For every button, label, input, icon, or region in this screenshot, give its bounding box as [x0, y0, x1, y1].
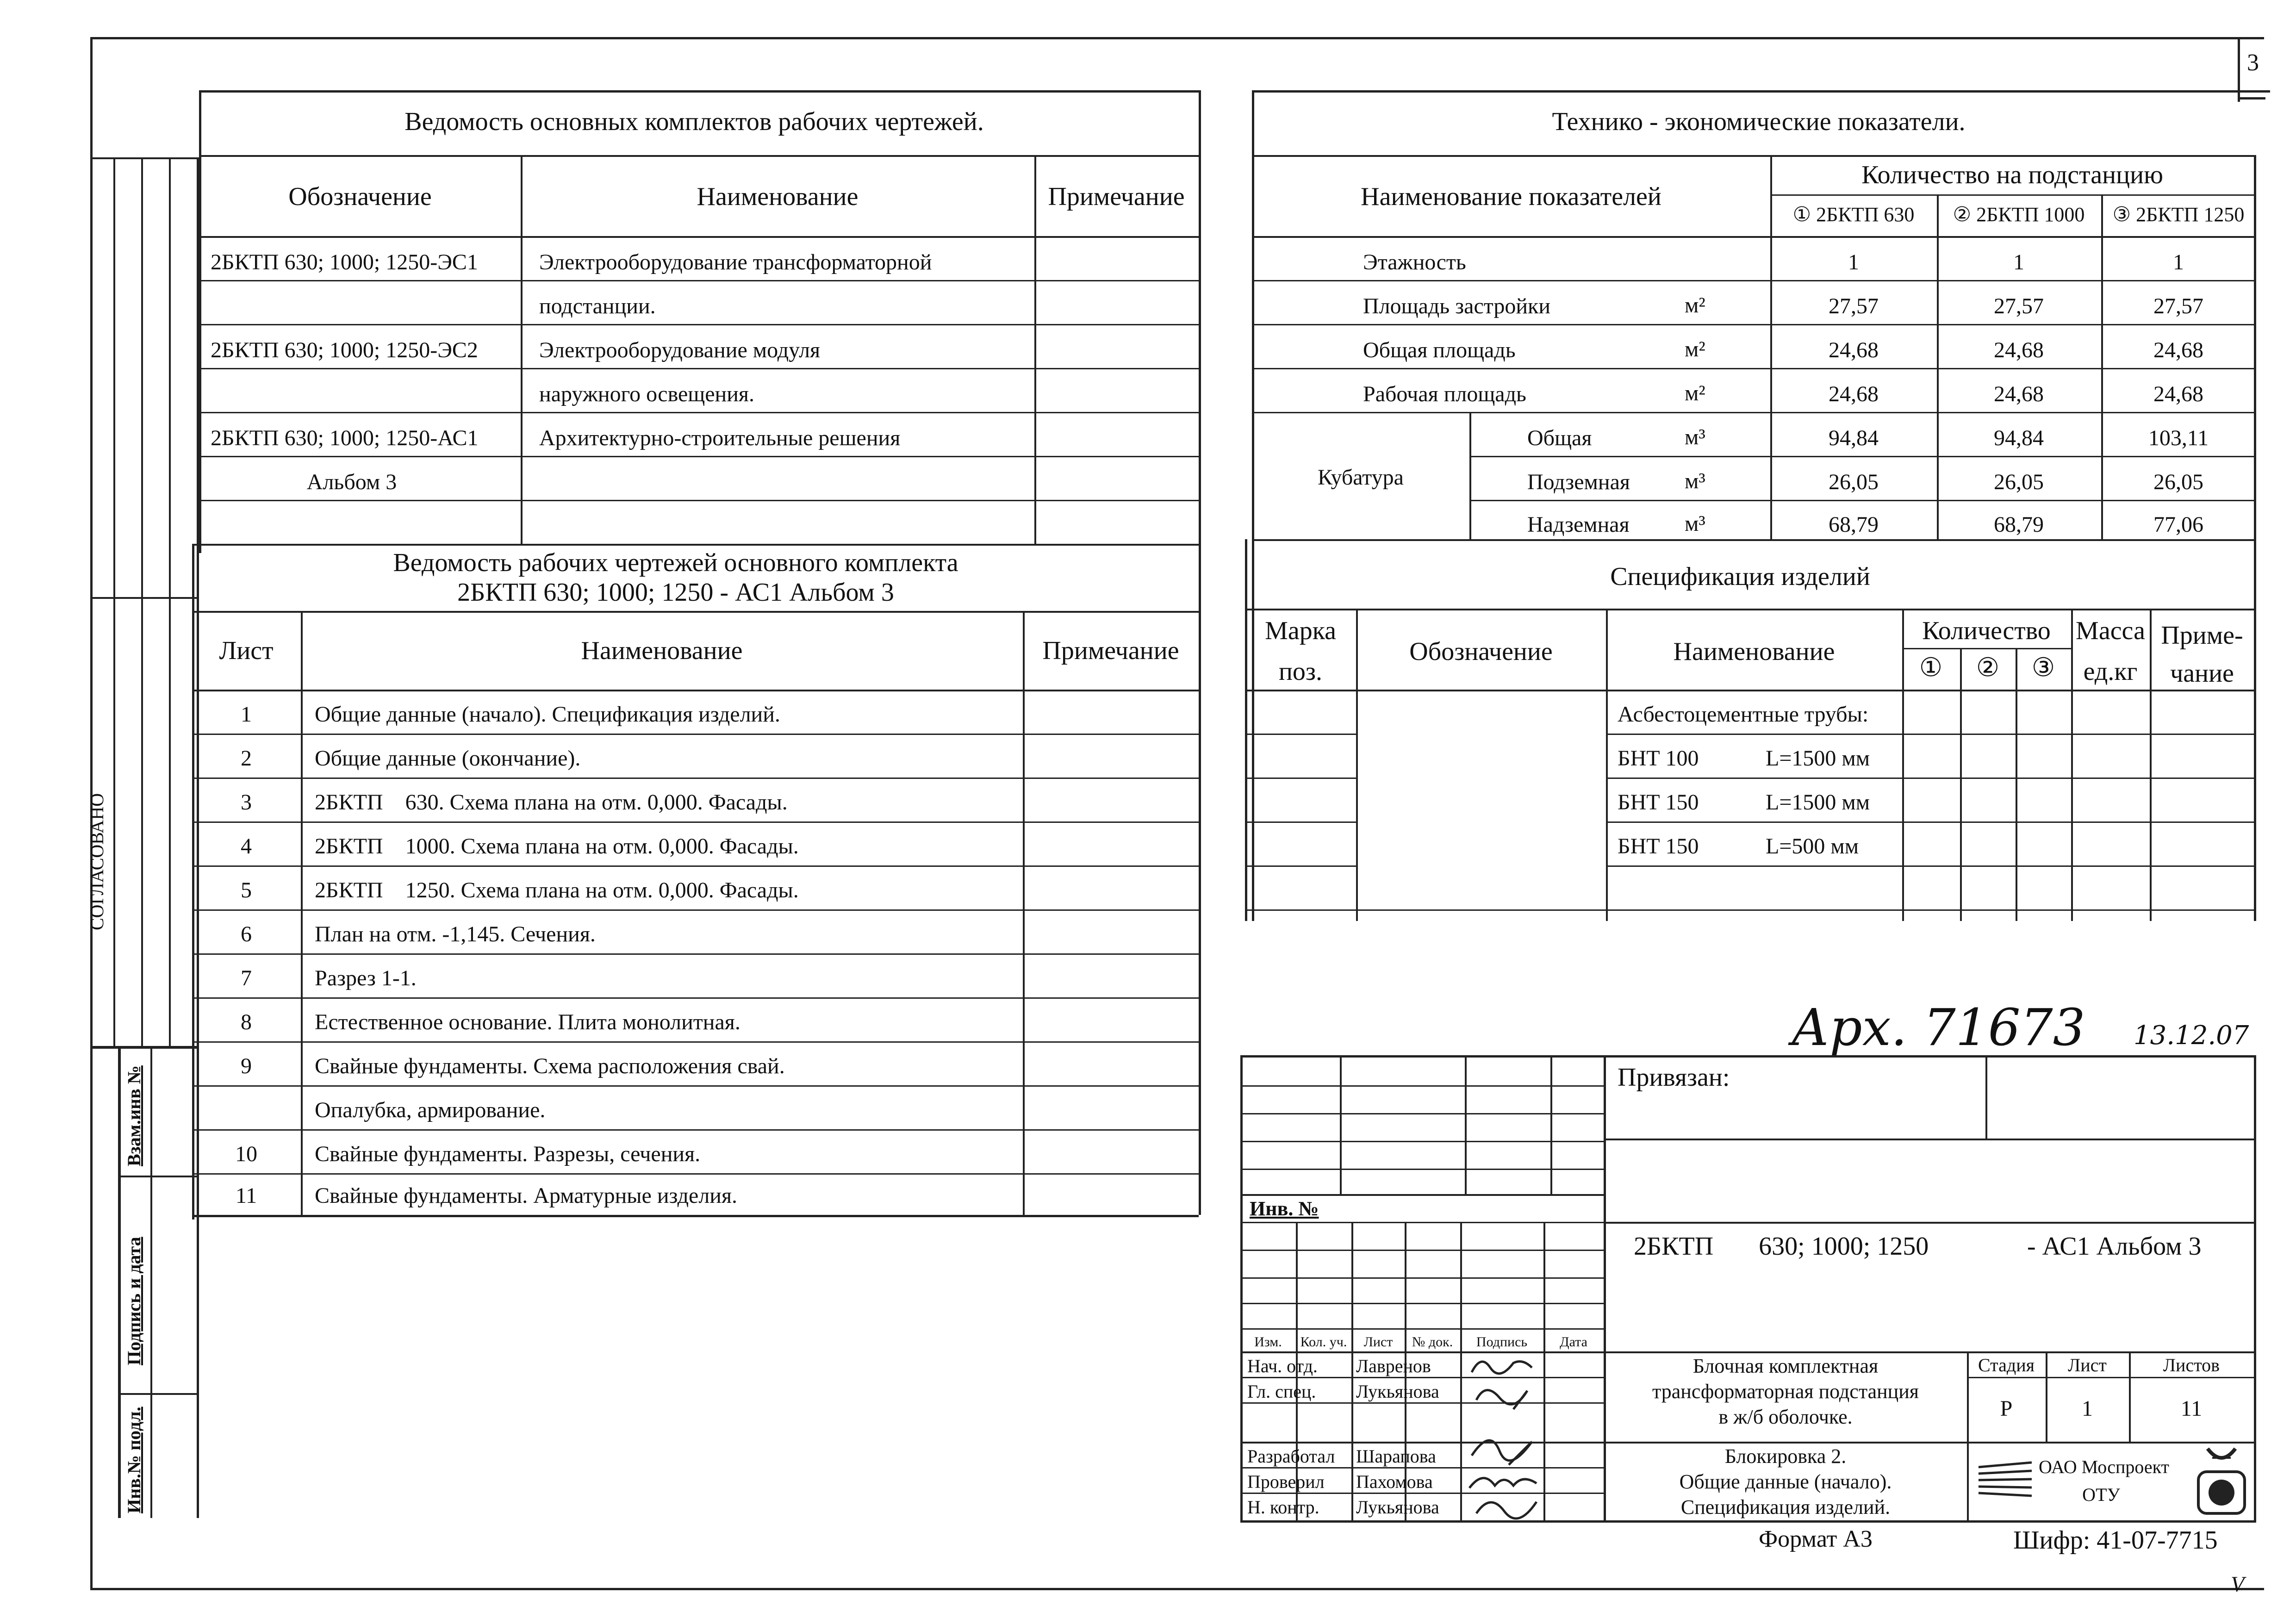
- indicator-value: 27,57: [1829, 294, 1879, 318]
- drawing-name: Общие данные (окончание).: [315, 746, 581, 771]
- table-line: [1770, 194, 2254, 196]
- org-logo-icon: [1976, 1458, 2036, 1500]
- stamp-line: [118, 1176, 199, 1177]
- sheet-header: Лист: [2068, 1355, 2107, 1375]
- row-line: [192, 1215, 1199, 1217]
- stamp-line: [141, 157, 143, 1046]
- grid-line: [1465, 1055, 1467, 1194]
- row-line: [1252, 280, 2256, 281]
- row-line: [1245, 734, 1356, 735]
- table-line: [2254, 155, 2256, 921]
- table-line: [1937, 194, 1939, 539]
- indicator-name: Этажность: [1363, 250, 1466, 274]
- row-line: [199, 368, 1199, 369]
- drawing-name: Свайные фундаменты. Схема расположения свай.: [315, 1054, 785, 1078]
- spec-qty-col: ③: [2031, 653, 2055, 682]
- col-header-list: Лист: [1363, 1334, 1393, 1350]
- row-line: [1606, 821, 2256, 823]
- row-line: [192, 734, 1199, 735]
- sheet-value: 1: [2082, 1396, 2093, 1421]
- main-sets-header-name: Наименование: [697, 182, 859, 211]
- drawing-sheet-number: 1: [241, 702, 252, 727]
- table-line: [199, 155, 1199, 157]
- drawing-sheet-number: 11: [235, 1183, 257, 1208]
- indicator-unit: м²: [1685, 381, 1705, 405]
- org-dept: ОТУ: [2082, 1484, 2120, 1505]
- volume-value: 26,05: [1829, 470, 1879, 494]
- drawing-sheet-number: 6: [241, 922, 252, 946]
- title-block-line: [1967, 1377, 2256, 1378]
- drawing-name: План на отм. -1,145. Сечения.: [315, 922, 596, 946]
- table-line: [1356, 609, 1358, 921]
- stamp-line: [90, 157, 199, 159]
- row-line: [192, 953, 1199, 955]
- row-line: [1606, 734, 2256, 735]
- table-line: [199, 236, 1199, 238]
- table-line: [1199, 90, 1201, 1215]
- volume-value: 68,79: [1994, 512, 2044, 537]
- stage-value: Р: [2000, 1396, 2013, 1421]
- signature-date-label: Подпись и дата: [124, 1237, 144, 1365]
- row-line: [1469, 456, 2254, 457]
- row-line: [192, 1129, 1199, 1131]
- row-line: [1252, 368, 2256, 369]
- row-line: [1606, 865, 2256, 867]
- staff-name: Лукьянова: [1356, 1381, 1439, 1402]
- table-line: [192, 544, 194, 1220]
- row-line: [199, 500, 1199, 501]
- indicator-unit: м²: [1685, 293, 1705, 317]
- indicator-value: 24,68: [2153, 338, 2203, 362]
- staff-role: Разработал: [1247, 1446, 1335, 1467]
- bound-label: Привязан:: [1618, 1063, 1730, 1092]
- corner-mark: V: [2231, 1572, 2245, 1597]
- table-line: [1245, 609, 2256, 610]
- org-seal-icon: [2194, 1444, 2249, 1518]
- org-name: ОАО Моспроект: [2039, 1456, 2170, 1477]
- cipher-label: Шифр: 41-07-7715: [2013, 1526, 2218, 1555]
- main-sets-header-code: Обозначение: [288, 182, 432, 211]
- grid-line: [1240, 1085, 1604, 1087]
- grid-line: [1240, 1222, 1604, 1223]
- table-line: [1252, 236, 2256, 238]
- drawings-header-sheet: Лист: [219, 636, 274, 665]
- table-line: [301, 611, 303, 1215]
- spec-qty-col: ②: [1976, 653, 2000, 682]
- table-line: [1960, 648, 1962, 921]
- row-line: [1252, 324, 2256, 325]
- spec-header-code: Обозначение: [1409, 637, 1553, 666]
- col-header-date: Дата: [1560, 1334, 1587, 1350]
- object-name-line: в ж/б оболочке.: [1718, 1406, 1853, 1428]
- row-line: [199, 456, 1199, 457]
- page-number: 3: [2247, 50, 2259, 76]
- drawing-name: Естественное основание. Плита монолитная.: [315, 1010, 740, 1034]
- designation: 2БКТП 630; 1000; 1250: [1634, 1232, 1929, 1261]
- drawing-sheet-number: 5: [241, 878, 252, 902]
- staff-name: Пахомова: [1356, 1471, 1433, 1492]
- grid-line: [1550, 1055, 1552, 1194]
- inv-vzam-label: Взам.инв №: [124, 1065, 144, 1166]
- table-line: [2016, 648, 2017, 921]
- stamp-line: [113, 157, 115, 1046]
- table-line: [1034, 155, 1036, 544]
- drawing-name: 2БКТП 1250. Схема плана на отм. 0,000. Фасады.: [315, 878, 799, 902]
- row-line: [192, 909, 1199, 911]
- table-line: [199, 90, 1199, 93]
- volume-value: 26,05: [2153, 470, 2203, 494]
- row-line: [192, 997, 1199, 999]
- spec-header-mark-1: Марка: [1265, 616, 1336, 645]
- drawing-sheet-number: 7: [241, 966, 252, 990]
- drawing-name: Свайные фундаменты. Разрезы, сечения.: [315, 1142, 701, 1166]
- drawings-title-2: 2БКТП 630; 1000; 1250 - АС1 Альбом 3: [457, 578, 894, 607]
- row-line: [192, 865, 1199, 867]
- volume-unit: м³: [1685, 469, 1705, 493]
- grid-line: [1240, 1493, 1604, 1494]
- archive-date: 13.12.07: [2134, 1020, 2249, 1051]
- row-line: [192, 544, 1199, 546]
- staff-name: Лукьянова: [1356, 1497, 1439, 1518]
- staff-role: Н. контр.: [1247, 1497, 1319, 1518]
- designation-suffix: - АС1 Альбом 3: [2027, 1232, 2202, 1261]
- tech-econ-header-name: Наименование показателей: [1361, 182, 1661, 211]
- stamp-line: [90, 1046, 199, 1049]
- main-sets-row-name: Электрооборудование трансформаторной: [539, 250, 932, 274]
- spec-item-name: БНТ 100: [1618, 746, 1699, 771]
- drawings-title-1: Ведомость рабочих чертежей основного комплекта: [393, 548, 958, 577]
- spec-title: Спецификация изделий: [1610, 562, 1870, 591]
- drawings-header-note: Примечание: [1042, 636, 1179, 665]
- col-header-izm: Изм.: [1254, 1334, 1282, 1350]
- drawing-name: Свайные фундаменты. Арматурные изделия.: [315, 1183, 738, 1208]
- staff-role: Проверил: [1247, 1471, 1325, 1492]
- main-sets-row-name: Электрооборудование модуля: [539, 338, 821, 362]
- grid-line: [1240, 1169, 1604, 1170]
- table-line: [1245, 539, 1247, 921]
- volume-unit: м³: [1685, 425, 1705, 449]
- title-block-line: [1240, 1520, 2256, 1523]
- main-sets-row-code: 2БКТП 630; 1000; 1250-ЭС1: [211, 250, 478, 274]
- stamp-line: [150, 1046, 152, 1518]
- tech-econ-title: Технико - экономические показатели.: [1552, 107, 1966, 136]
- grid-line: [1240, 1402, 1604, 1404]
- stamp-line: [169, 157, 171, 1046]
- row-line: [199, 280, 1199, 281]
- volume-value: 94,84: [1994, 426, 2044, 450]
- title-block-line: [2129, 1351, 2131, 1442]
- table-line: [2071, 609, 2073, 921]
- frame-top-right: [2238, 97, 2265, 100]
- row-line: [199, 412, 1199, 413]
- drawing-sheet-number: 10: [235, 1142, 257, 1166]
- spec-qty-col: ①: [1919, 653, 1943, 682]
- format-label: Формат А3: [1759, 1526, 1873, 1552]
- title-block-line: [1604, 1139, 2256, 1140]
- grid-line: [1340, 1055, 1342, 1194]
- indicator-value: 24,68: [1994, 338, 2044, 362]
- table-line: [1023, 611, 1025, 1215]
- inv-no-label: Инв. №: [1250, 1197, 1319, 1220]
- row-line: [192, 1085, 1199, 1087]
- title-block-line: [1604, 1442, 2256, 1444]
- title-block-line: [1240, 1055, 2256, 1058]
- spec-item-name: Асбестоцементные трубы:: [1618, 702, 1869, 727]
- table-line: [1606, 609, 1608, 921]
- variant-header: ① 2БКТП 630: [1792, 203, 1915, 226]
- indicator-value: 1: [1848, 250, 1859, 274]
- indicator-value: 27,57: [1994, 294, 2044, 318]
- row-line: [192, 1173, 1199, 1175]
- table-line: [521, 155, 523, 544]
- indicator-name: Общая площадь: [1363, 338, 1516, 362]
- volume-name: Общая: [1527, 426, 1592, 450]
- drawing-name: 2БКТП 630. Схема плана на отм. 0,000. Фасады.: [315, 790, 788, 815]
- volume-name: Подземная: [1527, 470, 1630, 494]
- row-line: [1245, 865, 1356, 867]
- grid-line: [1240, 1303, 1604, 1304]
- drawing-sheet-number: 2: [241, 746, 252, 771]
- col-header-kol: Кол. уч.: [1300, 1334, 1347, 1350]
- grid-line: [1240, 1351, 1604, 1353]
- main-sets-row-name: наружного освещения.: [539, 382, 754, 406]
- grid-line: [1240, 1442, 1604, 1444]
- volume-unit: м³: [1685, 511, 1705, 536]
- table-line: [1252, 90, 1254, 921]
- title-block-line: [1604, 1055, 1606, 1520]
- volume-value: 103,11: [2148, 426, 2209, 450]
- grid-line: [1240, 1194, 1604, 1196]
- main-sets-row-code: Альбом 3: [306, 470, 397, 494]
- row-line: [1469, 500, 2254, 501]
- main-sets-row-name: Архитектурно-строительные решения: [539, 426, 901, 450]
- grid-line: [1240, 1328, 1604, 1330]
- row-line: [1245, 778, 1356, 779]
- drawing-name: Опалубка, армирование.: [315, 1098, 546, 1122]
- row-line: [192, 821, 1199, 823]
- row-line: [1252, 539, 2256, 541]
- inv-podl-label: Инв.№ подл.: [124, 1406, 144, 1513]
- indicator-value: 24,68: [2153, 382, 2203, 406]
- col-header-doc: № док.: [1412, 1334, 1453, 1350]
- title-block-line: [2254, 1055, 2256, 1520]
- title-block-line: [1604, 1222, 2256, 1224]
- grid-line: [1240, 1113, 1604, 1114]
- table-line: [1252, 155, 2256, 157]
- spec-header-note-2: чание: [2170, 659, 2234, 688]
- spec-item-length: L=1500 мм: [1766, 746, 1870, 771]
- title-block-line: [2046, 1351, 2047, 1442]
- main-sets-title: Ведомость основных комплектов рабочих чертежей.: [404, 107, 984, 136]
- table-line: [192, 611, 1199, 613]
- volume-label: Кубатура: [1318, 465, 1404, 490]
- indicator-value: 24,68: [1829, 338, 1879, 362]
- grid-line: [1351, 1222, 1353, 1520]
- indicator-name: Рабочая площадь: [1363, 382, 1526, 406]
- sheet-title-line: Блокировка 2.: [1724, 1445, 1847, 1468]
- spec-item-length: L=1500 мм: [1766, 790, 1870, 815]
- drawing-name: Разрез 1-1.: [315, 966, 417, 990]
- sheets-header: Листов: [2163, 1355, 2220, 1375]
- row-line: [192, 778, 1199, 779]
- main-sets-row-code: 2БКТП 630; 1000; 1250-ЭС2: [211, 338, 478, 362]
- spec-header-mass-1: Масса: [2076, 616, 2145, 645]
- spec-header-name: Наименование: [1673, 637, 1835, 666]
- drawing-sheet-number: 8: [241, 1010, 252, 1034]
- row-line: [1245, 821, 1356, 823]
- stamp-line: [90, 597, 199, 599]
- staff-name: Шарапова: [1356, 1446, 1436, 1467]
- title-block-line: [1604, 1351, 2256, 1353]
- agreed-label: СОГЛАСОВАНО: [87, 793, 107, 930]
- tech-econ-header-qty: Количество на подстанцию: [1861, 161, 2163, 189]
- title-block-line: [1985, 1055, 1987, 1139]
- row-line: [1252, 412, 2256, 413]
- variant-header: ③ 2БКТП 1250: [2112, 203, 2245, 226]
- table-line: [1469, 412, 1471, 539]
- drawing-name: Общие данные (начало). Спецификация изделий.: [315, 702, 780, 727]
- row-line: [1606, 778, 2256, 779]
- archive-number: Арх. 71673: [1791, 998, 2085, 1057]
- sheets-value: 11: [2180, 1396, 2203, 1421]
- object-name-line: трансформаторная подстанция: [1652, 1380, 1919, 1403]
- table-line: [192, 690, 1199, 691]
- spec-header-note-1: Приме-: [2161, 621, 2243, 650]
- spec-item-length: L=500 мм: [1766, 834, 1859, 859]
- drawing-sheet-number: 9: [241, 1054, 252, 1078]
- table-line: [199, 90, 201, 553]
- grid-line: [1240, 1250, 1604, 1251]
- spec-header-mark-2: поз.: [1278, 657, 1323, 686]
- indicator-value: 1: [2173, 250, 2184, 274]
- sheet-title-line: Общие данные (начало).: [1679, 1470, 1892, 1493]
- grid-line: [1240, 1277, 1604, 1279]
- row-line: [1245, 909, 2256, 911]
- indicator-unit: м²: [1685, 337, 1705, 361]
- volume-value: 26,05: [1994, 470, 2044, 494]
- stamp-line: [118, 1393, 199, 1395]
- grid-line: [1240, 1467, 1604, 1468]
- staff-role: Нач. отд.: [1247, 1356, 1318, 1376]
- table-line: [1902, 609, 1904, 921]
- drawing-sheet-number: 4: [241, 834, 252, 859]
- volume-name: Надземная: [1527, 512, 1630, 537]
- stamp-line: [118, 1046, 121, 1518]
- row-line: [199, 324, 1199, 325]
- grid-line: [1240, 1377, 1604, 1378]
- signatures: [1462, 1354, 1546, 1520]
- object-name-line: Блочная комплектная: [1692, 1355, 1879, 1377]
- grid-line: [1240, 1141, 1604, 1142]
- spec-header-qty: Количество: [1922, 616, 2051, 645]
- indicator-value: 27,57: [2153, 294, 2203, 318]
- table-line: [1770, 155, 1772, 539]
- table-line: [2101, 194, 2103, 539]
- stage-header: Стадия: [1978, 1355, 2035, 1375]
- spec-item-name: БНТ 150: [1618, 790, 1699, 815]
- spec-item-name: БНТ 150: [1618, 834, 1699, 859]
- staff-name: Лавренов: [1356, 1356, 1431, 1376]
- row-line: [192, 1041, 1199, 1043]
- variant-header: ② 2БКТП 1000: [1953, 203, 2085, 226]
- grid-line: [1460, 1222, 1462, 1520]
- drawing-sheet-number: 3: [241, 790, 252, 815]
- table-line: [1245, 690, 2256, 691]
- main-sets-row-code: 2БКТП 630; 1000; 1250-АС1: [211, 426, 479, 450]
- indicator-value: 24,68: [1829, 382, 1879, 406]
- main-sets-header-note: Примечание: [1048, 182, 1185, 211]
- table-line: [1252, 90, 2270, 93]
- spec-header-mass-2: ед.кг: [2083, 657, 2138, 686]
- staff-role: Гл. спец.: [1247, 1381, 1316, 1402]
- sheet-title-line: Спецификация изделий.: [1680, 1496, 1891, 1518]
- table-line: [2150, 609, 2152, 921]
- indicator-value: 24,68: [1994, 382, 2044, 406]
- drawing-name: 2БКТП 1000. Схема плана на отм. 0,000. Фасады.: [315, 834, 799, 859]
- drawings-header-name: Наименование: [581, 636, 743, 665]
- main-sets-row-name: подстанции.: [539, 294, 656, 318]
- col-header-sign: Подпись: [1476, 1334, 1528, 1350]
- volume-value: 77,06: [2153, 512, 2203, 537]
- volume-value: 68,79: [1829, 512, 1879, 537]
- volume-value: 94,84: [1829, 426, 1879, 450]
- indicator-name: Площадь застройки: [1363, 294, 1551, 318]
- indicator-value: 1: [2013, 250, 2024, 274]
- title-block-line: [1240, 1055, 1243, 1520]
- table-line: [1902, 648, 2071, 649]
